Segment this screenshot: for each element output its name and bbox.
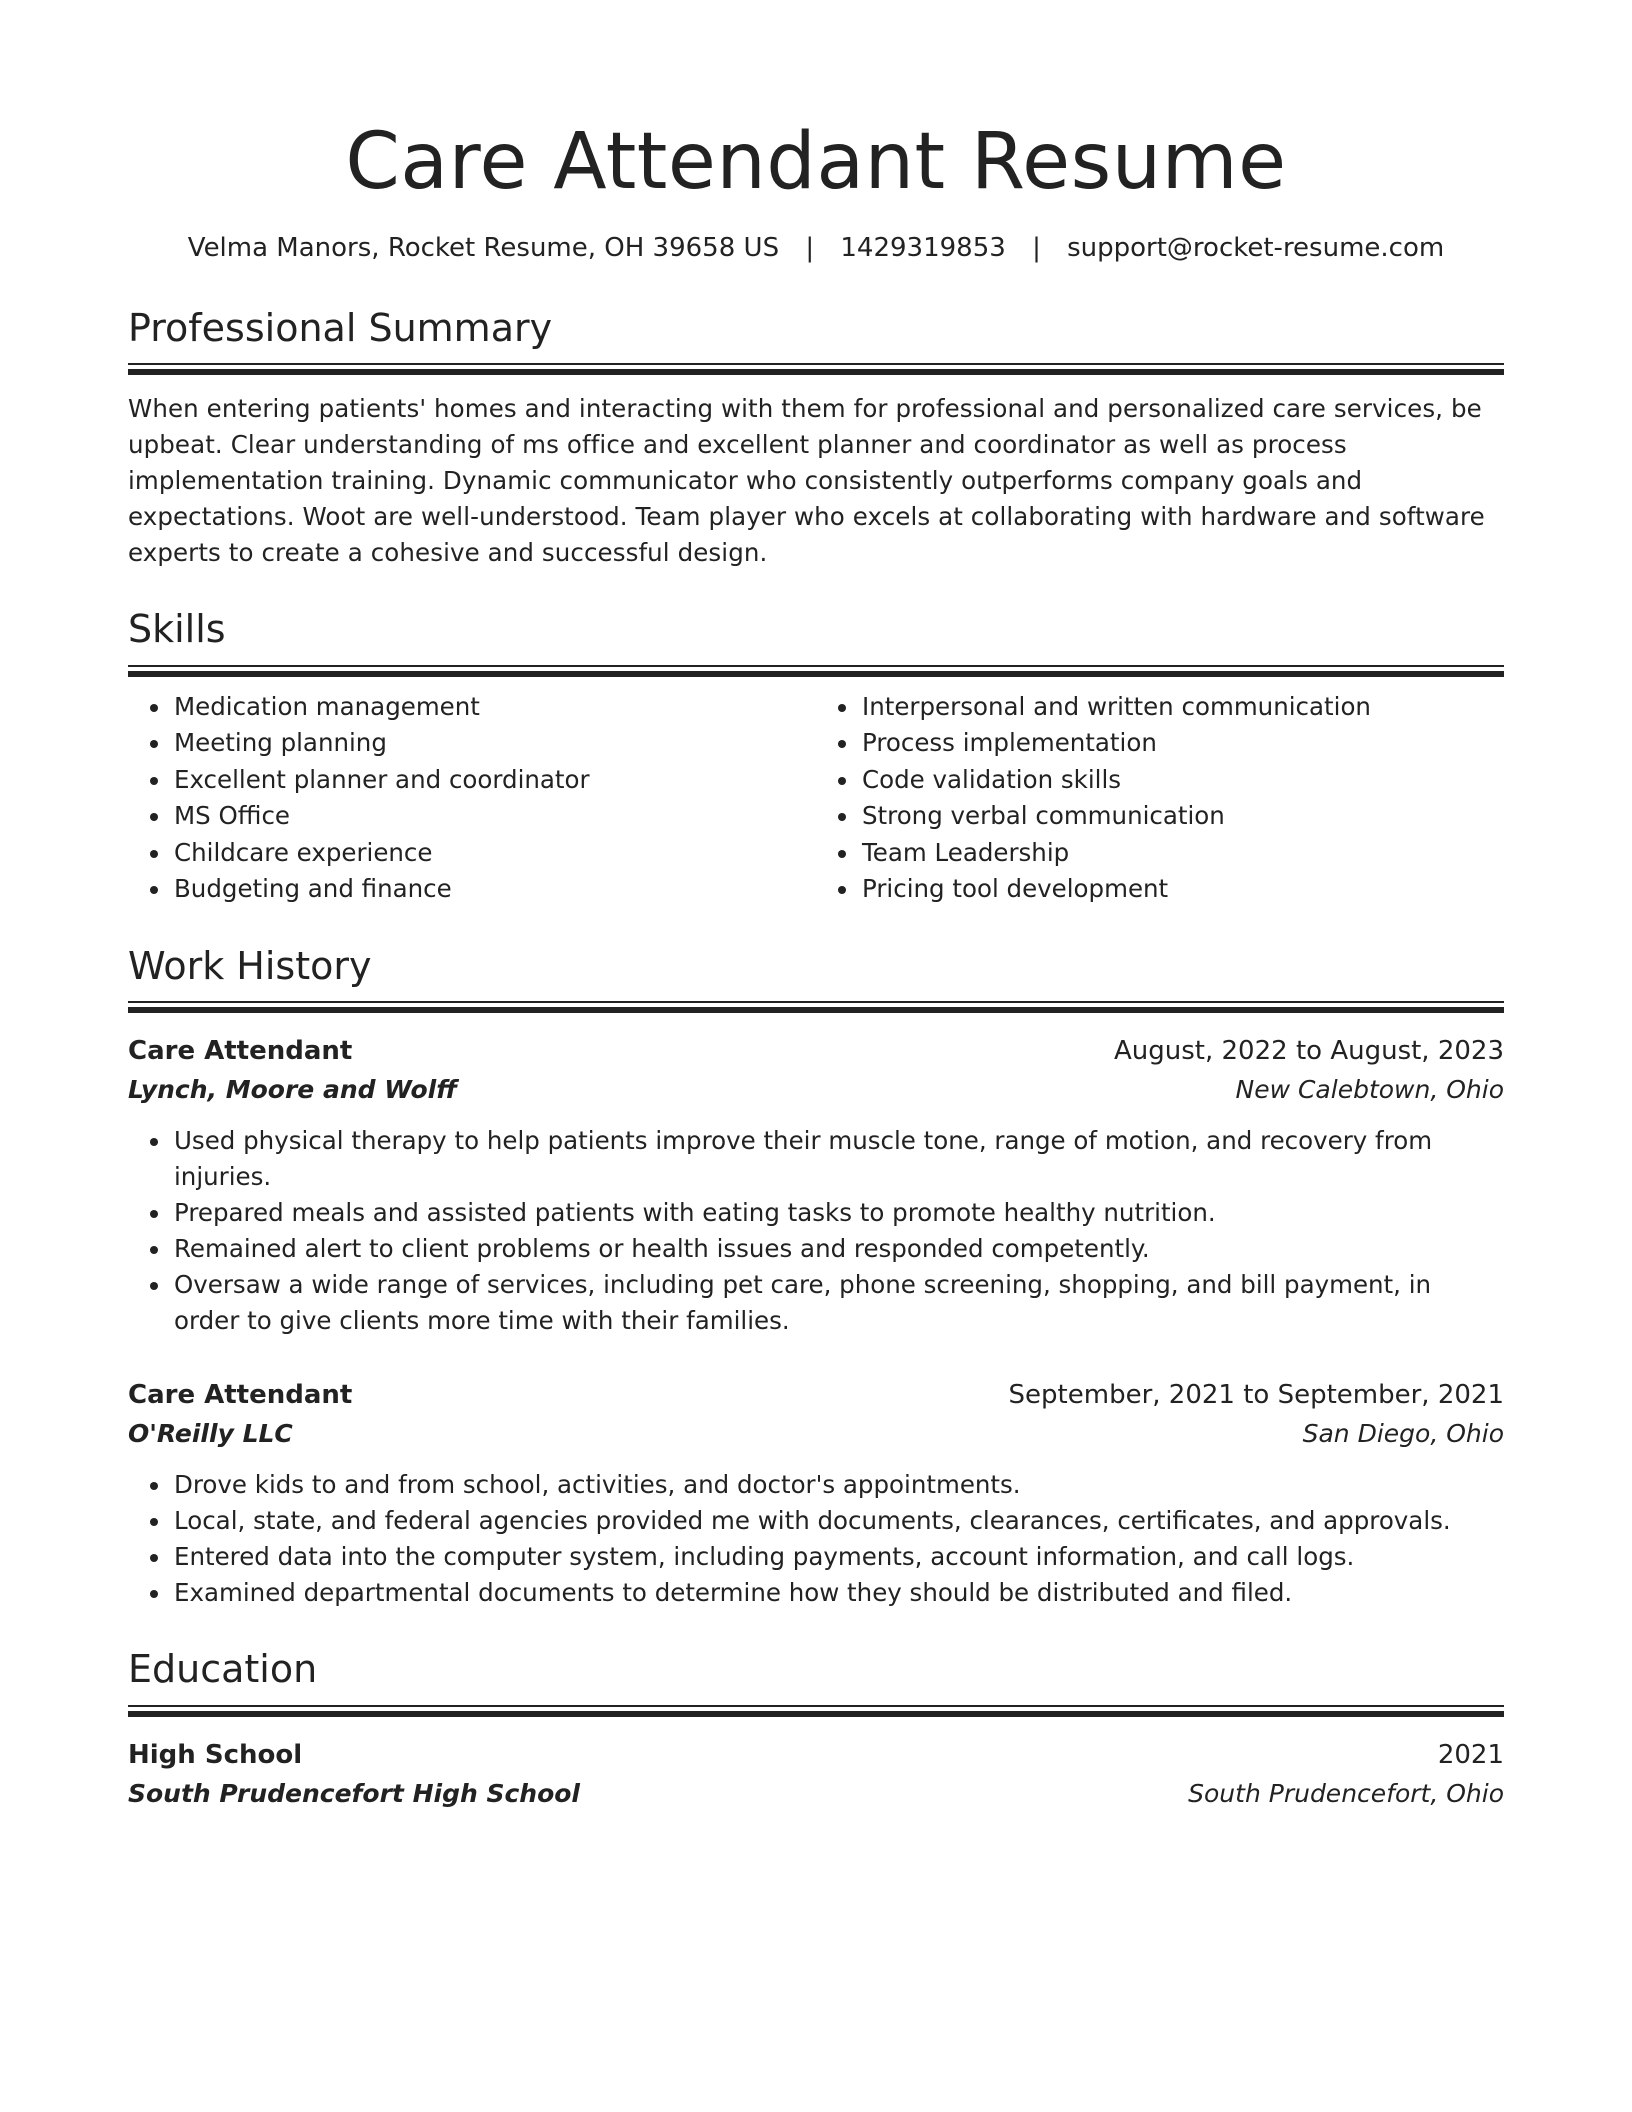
job-duty: • Local, state, and federal agencies provided me with documents, clearances, certificates, and approvals. [172, 1503, 1504, 1539]
contact-phone: 1429319853 [840, 232, 1006, 263]
education-school: South Prudencefort High School [128, 1778, 581, 1808]
education-year: 2021 [1437, 1739, 1504, 1770]
skill-item: • Interpersonal and written communication [860, 689, 1504, 726]
contact-email: support@rocket-resume.com [1067, 232, 1445, 263]
contact-address: Velma Manors, Rocket Resume, OH 39658 US [187, 232, 780, 263]
contact-line [128, 232, 1504, 266]
summary-text: When entering patients' homes and interacting with them for professional and personalized care services, be upbeat. Clear understanding of ms office and excellent planner and coordinator as well as process implementation training. Dynamic communicator who consistently outperforms company goals and expectations. Woot are well-understood. Team player who excels at collaborating with hardware and software experts to create a cohesive and successful design. [128, 394, 1485, 568]
skills-columns [128, 689, 1504, 908]
education-degree: High School [128, 1739, 303, 1770]
section-divider [128, 363, 1504, 375]
resume-title: Care Attendant Resume [345, 117, 1287, 207]
summary-section [128, 306, 1504, 572]
job-entry [128, 1031, 1504, 1339]
education-section [128, 1647, 1504, 1813]
job-duty: • Drove kids to and from school, activities, and doctor's appointments. [172, 1467, 1504, 1503]
skill-item: • Code validation skills [860, 762, 1504, 799]
contact-separator: | [1032, 232, 1041, 263]
job-title: Care Attendant [128, 1036, 353, 1067]
section-divider [128, 665, 1504, 677]
job-company-row [128, 1415, 1504, 1453]
skills-list-left [128, 689, 816, 908]
job-duties-list [128, 1467, 1504, 1611]
section-heading: Education [128, 1647, 318, 1692]
job-company-row [128, 1071, 1504, 1109]
education-entry [128, 1735, 1504, 1813]
job-header-row [128, 1375, 1504, 1415]
section-heading: Professional Summary [128, 305, 553, 350]
job-duty: • Remained alert to client problems or health issues and responded competently. [172, 1231, 1504, 1267]
job-company: Lynch, Moore and Wolff [128, 1075, 458, 1105]
job-duty: • Entered data into the computer system, including payments, account information, and call logs. [172, 1539, 1504, 1575]
section-heading: Work History [128, 943, 372, 988]
job-company: O'Reilly LLC [128, 1419, 293, 1449]
job-duty: • Examined departmental documents to determine how they should be distributed and filed. [172, 1575, 1504, 1611]
skill-item: • Strong verbal communication [860, 798, 1504, 835]
contact-separator: | [805, 232, 815, 263]
skill-item: • Process implementation [860, 725, 1504, 762]
skill-item: • MS Office [172, 798, 816, 835]
job-dates: August, 2022 to August, 2023 [1114, 1036, 1504, 1067]
skill-item: • Medication management [172, 689, 816, 726]
job-entry [128, 1375, 1504, 1611]
education-school-row [128, 1775, 1504, 1813]
job-title: Care Attendant [128, 1380, 353, 1411]
education-header-row [128, 1735, 1504, 1775]
skills-section [128, 607, 1504, 908]
section-heading: Skills [128, 607, 226, 652]
education-location: South Prudencefort, Ohio [1188, 1778, 1504, 1808]
job-duties-list [128, 1123, 1504, 1339]
skill-item: • Meeting planning [172, 725, 816, 762]
skills-list-right [816, 689, 1504, 908]
job-location: New Calebtown, Ohio [1235, 1075, 1504, 1105]
job-duty: • Used physical therapy to help patients improve their muscle tone, range of motion, and recovery from injuries. [172, 1123, 1504, 1195]
job-dates: September, 2021 to September, 2021 [1008, 1380, 1504, 1411]
job-duty: • Prepared meals and assisted patients with eating tasks to promote healthy nutrition. [172, 1195, 1504, 1231]
skill-item: • Budgeting and finance [172, 871, 816, 908]
skill-item: • Pricing tool development [860, 871, 1504, 908]
section-divider [128, 1001, 1504, 1013]
job-header-row [128, 1031, 1504, 1071]
job-duty: • Oversaw a wide range of services, including pet care, phone screening, shopping, and bill payment, in order to give clients more time with their families. [172, 1267, 1504, 1339]
skill-item: • Excellent planner and coordinator [172, 762, 816, 799]
skill-item: • Team Leadership [860, 835, 1504, 872]
section-divider [128, 1705, 1504, 1717]
job-location: San Diego, Ohio [1302, 1419, 1504, 1449]
work-history-section [128, 944, 1504, 1612]
skill-item: • Childcare experience [172, 835, 816, 872]
